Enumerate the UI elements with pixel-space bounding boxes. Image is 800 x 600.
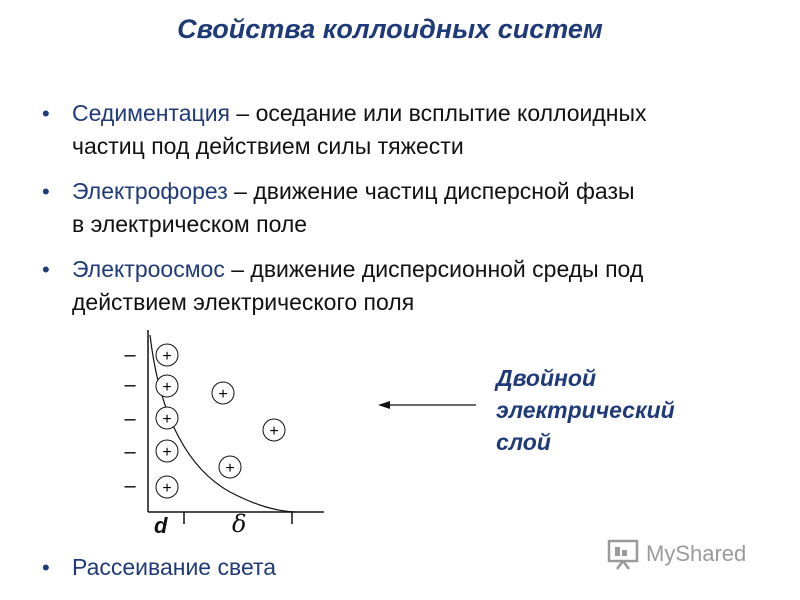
svg-text:+: + — [162, 411, 172, 428]
definition-line2: частиц под действием силы тяжести — [72, 133, 464, 159]
term-sedimentation: Седиментация — [72, 100, 231, 126]
delta-label: δ — [232, 510, 247, 538]
minus-charge: – — [124, 344, 136, 366]
plus-ion-diffuse — [219, 456, 241, 478]
bullet-marker: • — [42, 555, 50, 580]
presentation-board-icon — [606, 537, 640, 571]
plus-ion-diffuse — [212, 382, 234, 404]
watermark — [606, 537, 746, 571]
svg-text:+: + — [162, 379, 172, 396]
plus-ion — [156, 407, 178, 429]
d-label: d — [154, 513, 168, 538]
definition-line2: действием электрического поля — [72, 289, 415, 315]
bullet-marker: • — [42, 179, 50, 204]
minus-charge: – — [124, 475, 136, 497]
plus-ion-diffuse — [263, 419, 285, 441]
plus-ion — [156, 344, 178, 366]
term-light-scattering: Рассеивание света — [72, 554, 277, 580]
definition-line2: в электрическом поле — [72, 211, 308, 237]
label-line: слой — [496, 429, 551, 455]
svg-text:+: + — [162, 444, 172, 461]
plus-ion — [156, 440, 178, 462]
label-line: электрический — [496, 397, 675, 423]
definition-line1: – оседание или всплытие коллоидных — [230, 100, 647, 126]
label-line: Двойной — [496, 365, 597, 391]
minus-charge: – — [124, 408, 136, 430]
watermark-text: MyShared — [646, 541, 747, 566]
plus-ion — [156, 375, 178, 397]
arrow-head — [378, 401, 390, 409]
definition-line1: – движение дисперсионной среды под — [224, 256, 644, 282]
svg-text:+: + — [269, 423, 279, 440]
term-electrophoresis: Электрофорез — [72, 178, 228, 204]
svg-text:+: + — [225, 460, 235, 477]
definition-line1: – движение частиц дисперсной фазы — [227, 178, 635, 204]
minus-charge: – — [124, 374, 136, 396]
double-layer-label — [496, 362, 675, 458]
bullet-marker: • — [42, 101, 50, 126]
svg-text:+: + — [162, 348, 172, 365]
bullet-marker: • — [42, 257, 50, 282]
slide-title: Свойства коллоидных систем — [177, 14, 603, 44]
minus-charge: – — [124, 441, 136, 463]
svg-text:+: + — [162, 480, 172, 497]
svg-text:+: + — [218, 386, 228, 403]
plus-ion — [156, 476, 178, 498]
term-electroosmosis: Электроосмос — [72, 256, 225, 282]
